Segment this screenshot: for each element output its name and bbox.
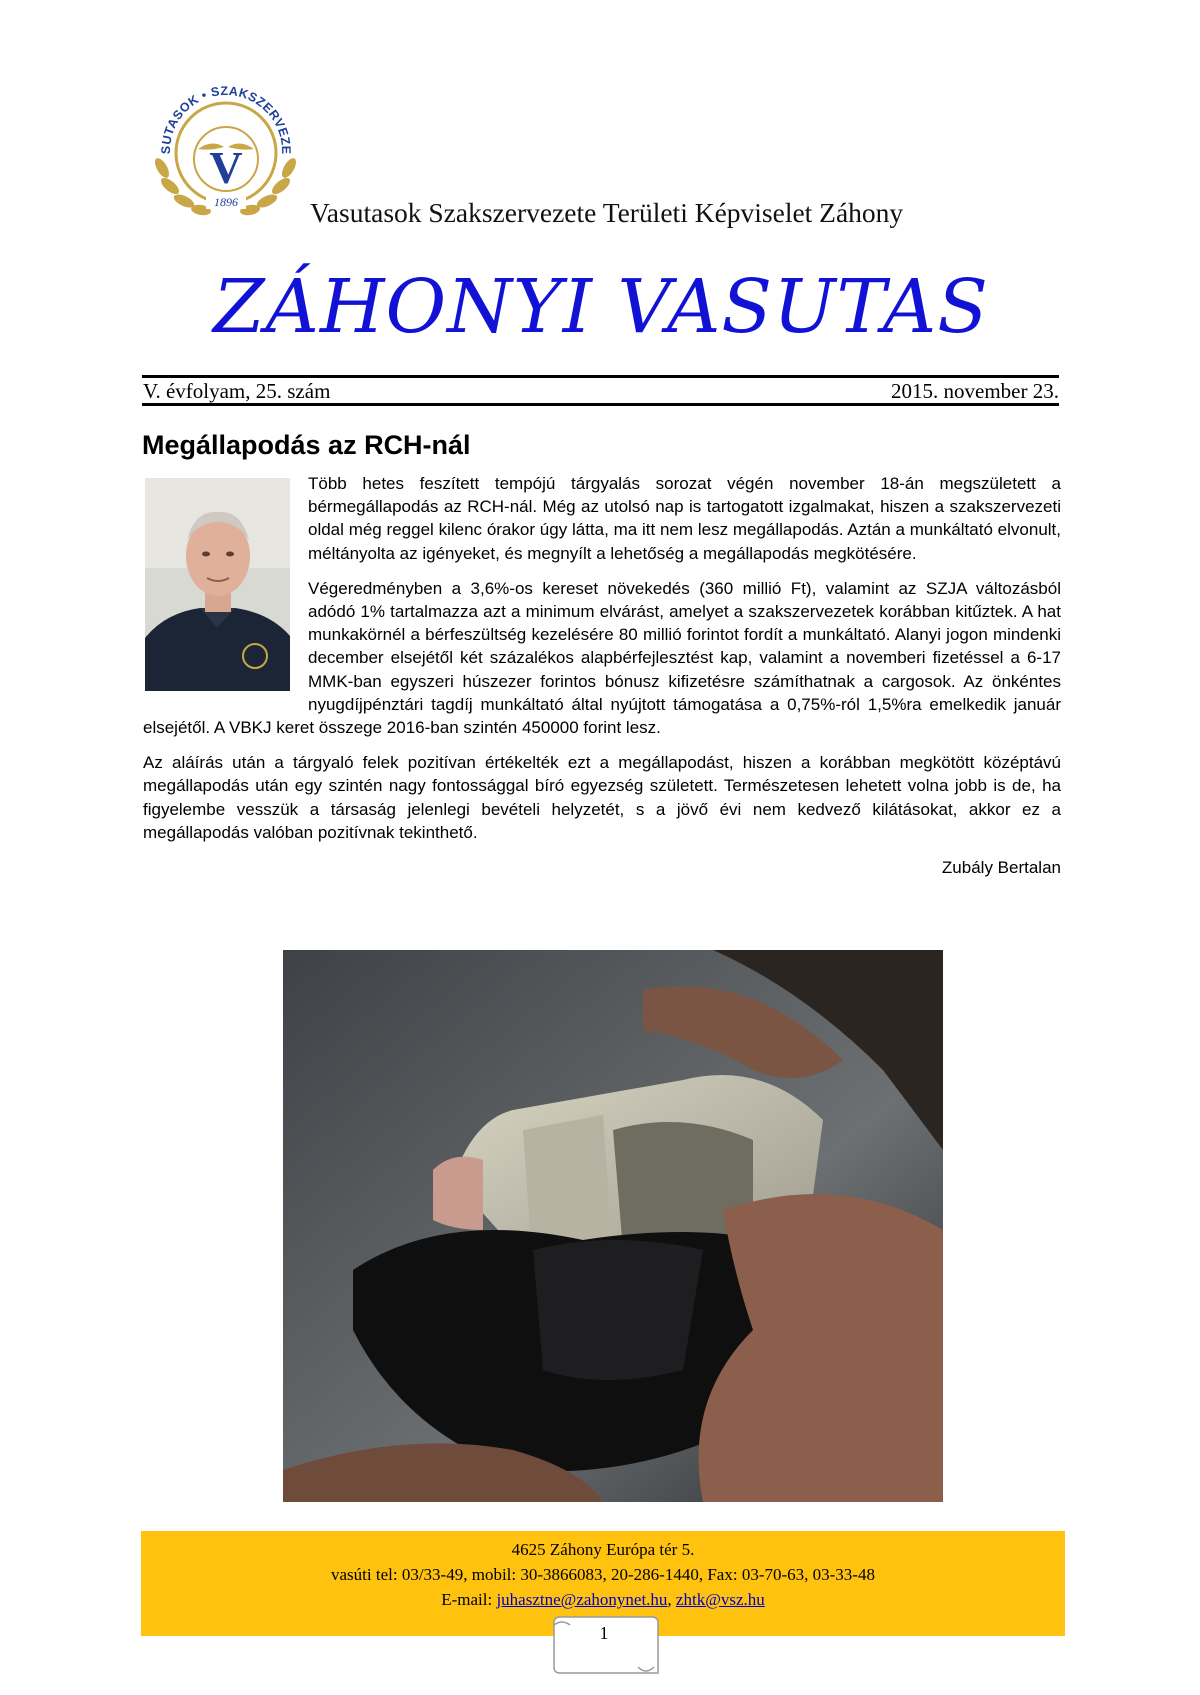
article-body	[143, 472, 1061, 879]
organization-name: Vasutasok Szakszervezete Területi Képviselet Záhony	[310, 197, 904, 228]
article-paragraph: Több hetes feszített tempójú tárgyalás sorozat végén november 18-án megszületett a bérmegállapodás az RCH-nál. Még az utolsó nap is tartogatott izgalmakat, hiszen a szakszervezeti oldal még reggel kilenc órakor úgy látta, ma itt nem lesz megállapodás. Aztán a munkáltató elvonult, méltányolta az igényeket, és megnyílt a lehetőség a megállapodás megkötésére.	[308, 474, 1061, 563]
email-link-zhtk[interactable]: zhtk@vsz.hu	[675, 1590, 765, 1609]
issue-number: V. évfolyam, 25. szám	[143, 379, 331, 403]
article-headline: Megállapodás az RCH-nál	[142, 430, 471, 460]
svg-text:VASUTASOK • SZAKSZERVEZETE: SUTASOK • SZAKSZERVEZE	[158, 83, 294, 155]
footer-address: 4625 Záhony Európa tér 5.	[511, 1540, 695, 1559]
page-scroll-icon	[548, 1611, 660, 1679]
portrait-spacer	[143, 472, 308, 694]
issue-date: 2015. november 23.	[891, 379, 1059, 403]
footer-email-line	[141, 1587, 1065, 1612]
page-number: 1	[599, 1623, 609, 1643]
footer-phones: vasúti tel: 03/33-49, mobil: 30-3866083, 20-286-1440, Fax: 03-70-63, 03-33-48	[331, 1565, 875, 1584]
email-link-juhasztne[interactable]: juhasztne@zahonynet.hu	[496, 1590, 668, 1609]
wallet-money-photo	[283, 950, 943, 1502]
union-logo-emblem	[148, 73, 303, 221]
svg-text:V: V	[209, 142, 243, 193]
union-logo	[148, 73, 303, 221]
svg-text:1896: 1896	[214, 195, 238, 209]
newsletter-title: ZÁHONYI VASUTAS	[213, 264, 989, 350]
article-paragraph: Végeredményben a 3,6%-os kereset növekedés (360 millió Ft), valamint az SZJA változásból adódó 1% tartalmazza azt a minimum elvárást, amelyet a szakszervezetek korábban kitűztek. A hat munkakörnél a bérfeszültség kezelésére 80 millió forintot fordít a munkáltató. Alanyi jogon mindenki december elsejétől két százalékos alapbérfejlesztést kap, valamint a novemberi fizetéssel a 6-17 MMK-ban egyszeri húszezer forintos bónusz kifizetésre számíthatnak a cargosok. Az önkéntes nyugdíjpénztári tagdíj munkáltató által nyújtott támogatása a 0,75%-ról 1,5%ra emelkedik január elsejétől. A VBKJ keret összege 2016-ban szintén 450000 forint lesz.	[143, 578, 1061, 738]
masthead-rule-bottom	[142, 403, 1059, 406]
article-paragraph: Az aláírás után a tárgyaló felek pozitívan értékelték ezt a megállapodást, hiszen a korábban megkötött középtávú megállapodás után egy szintén nagy fontossággal bíró egyezség született. Természetesen lehetett volna jobb is de, ha figyelembe vesszük a társaság jelenlegi bevételi helyzetét, s a jövő évi nem kedvező kilátásokat, akkor ez a megállapodás valóban pozitívnak tekinthető.	[143, 753, 1061, 842]
article-author: Zubály Bertalan	[941, 858, 1061, 878]
masthead-rule-top	[142, 375, 1059, 378]
footer-email-separator: ,	[667, 1590, 676, 1609]
footer-email-label: E-mail:	[441, 1590, 497, 1609]
